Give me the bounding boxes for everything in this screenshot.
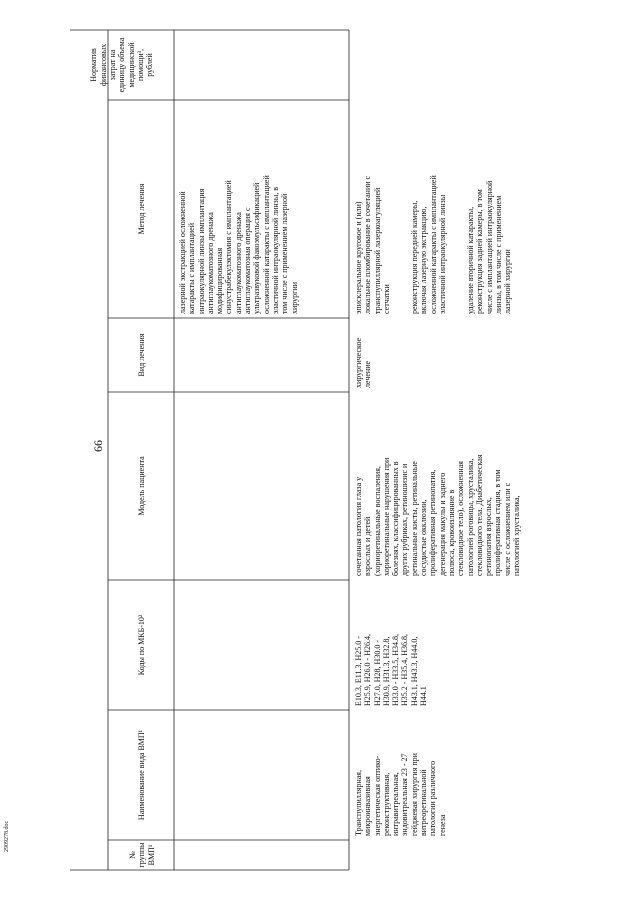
header-patient-model: Модель пациента (137, 456, 147, 516)
header-treatment-method: Метод лечения (137, 183, 147, 235)
method-continuation-text: лазерной экстракцией осложненной катаракты с имплантацией интраокулярной линзы имплантация антиглаукоматозного дренажа модифицированная синустрабекулэктомия с имплантацией антиглаукоматозного дренажа антиглаукоматозная операция с ультразвуковой факоэмульсификацией осложненной катаракты с имплантацией эластичной интраокулярной линзы, в том числе с применением лазерной хирургии (178, 175, 299, 314)
method-cell-3: удаление вторичной катаракты, реконструкция задней камеры, в том числе с имплантацией интраокулярной линзы, в том числе с применением лазерной хирургии (466, 180, 513, 314)
treatment-type-cell: хирургическое лечение (354, 337, 373, 388)
vmp-name-cell: Транспупиллярная, микроинвазивная энергетическая оптико- реконструктивная, интравитреальная, эндовитреальная 23 - 27 гейджевая хирургия при витреоретинальной патологии различного генеза (354, 753, 447, 836)
footer-filename: 2909278.doc (4, 820, 10, 852)
header-treatment-type: Вид лечения (137, 333, 147, 377)
header-vmp-name: Наименование вида ВМП¹ (137, 729, 147, 821)
header-financial-norm: Норматив финансовых затрат на единицу объема медицинской помощи³, рублей (89, 37, 155, 93)
patient-model-cell: сочетанная патология глаза у взрослых и детей (хориоретинальные воспаления, хориоретинальные нарушения при болезнях, классифицированных в других рубриках, ретиношизис и ретинальные кисты, ретинальные сосудистые окклюзии, пролиферативная ретинопатия, дегенерация макулы и заднего полюса, кровоизлияние в стекловидное тело), осложненная патологией роговицы, хрусталика, стекловидного тела. Диабетическая ретинопатия взрослых, пролиферативная стадия, в том числе с осложнением или с патологией хрусталика, (354, 454, 522, 576)
page-number: 66 (91, 440, 105, 452)
method-cell-2: реконструкция передней камеры, включая лазерную экстракцию, осложненной катаракты с имплантацией эластичной интраокулярной линзы (410, 175, 447, 314)
header-icd-codes: Коды по МКБ-10² (137, 614, 147, 676)
header-group-number: № группы ВМП¹ (128, 842, 156, 868)
icd-codes-cell: E10.3, E11.3, H25.0 - H25.9, H26.0 - H26.4, H27.0, H28, H30.0 - H30.9, H31.3, H32.8, H33.0 - H33.5, H34.8, H35.2 - H35.4, H36.8, H43.1, H43.3, H44.0, H44.1 (354, 634, 429, 706)
method-cell-1: эписклеральное круговое и (или) локальное пломбирование в сочетании с транспупиллярной лазеркоагуляцией сетчатки (354, 175, 391, 314)
